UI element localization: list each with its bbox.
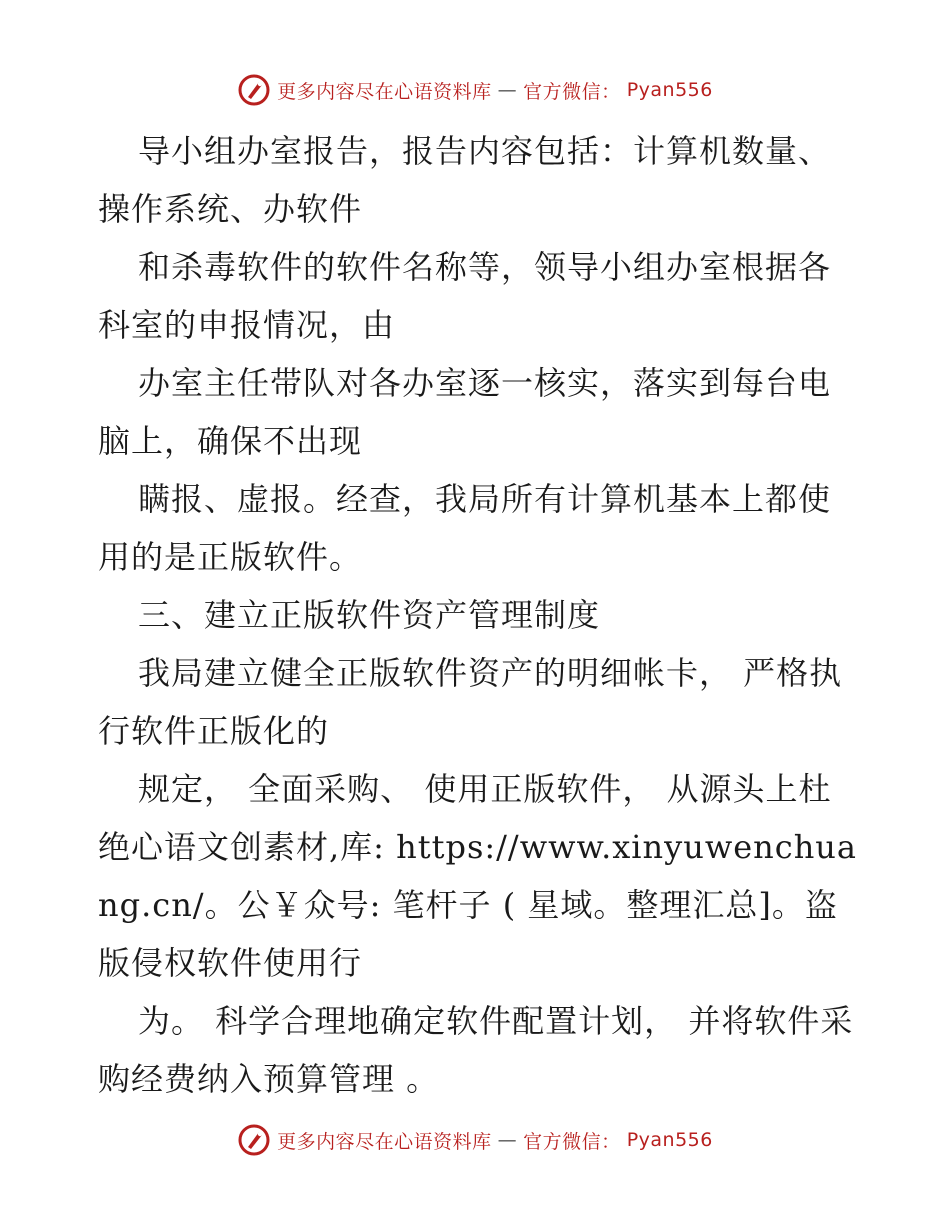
paragraph-2: 和杀毒软件的软件名称等，领导小组办室根据各科室的申报情况，由 [98,248,832,344]
paragraph-3: 办室主任带队对各办室逐一核实，落实到每台电脑上，确保不出现 [98,364,832,460]
brand-text: 更多内容尽在心语资料库 [277,80,492,103]
contact-id: Pyan556 [626,79,713,101]
contact-id: Pyan556 [626,1129,713,1151]
paragraph-1: 导小组办室报告，报告内容包括：计算机数量、操作系统、办软件 [98,132,832,228]
contact-label: 官方微信： [523,1130,621,1153]
footer-banner [0,1120,950,1160]
paragraph-4: 瞒报、虚报。经查，我局所有计算机基本上都使用的是正版软件。 [98,480,832,576]
contact-label: 官方微信： [523,80,621,103]
separator: — [497,1129,518,1151]
separator: — [497,79,518,101]
pen-nib-circle-icon [237,73,271,107]
paragraph-6: 我局建立健全正版软件资产的明细帐卡， 严格执行软件正版化的 [98,654,843,750]
pen-nib-circle-icon [237,1123,271,1157]
paragraph-8: 为。 科学合理地确定软件配置计划， 并将软件采购经费纳入预算管理 。 [98,1002,854,1098]
paragraph-7: 规定， 全面采购、 使用正版软件， 从源头上杜绝心语文创素材,库: https://www.xinyuwenchuang.cn/。公￥众号: 笔杆子 ( 星域。整理汇总]。盗版侵权软件使用行 [98,770,857,982]
brand-text: 更多内容尽在心语资料库 [277,1130,492,1153]
section-heading: 三、建立正版软件资产管理制度 [138,596,601,634]
header-banner [0,70,950,110]
document-body [98,122,858,1108]
